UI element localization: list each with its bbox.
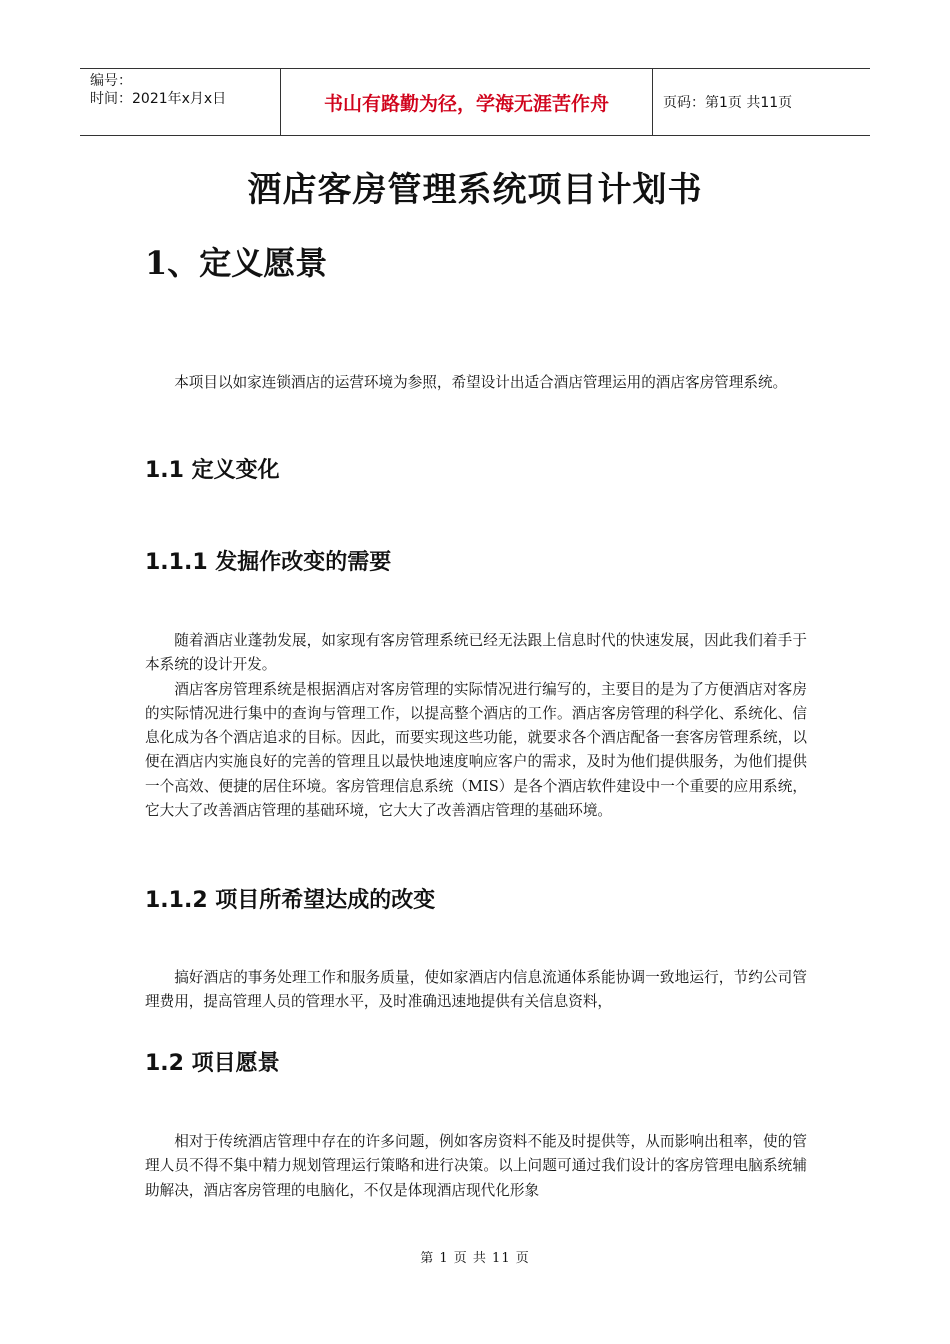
section-1-2-body (145, 1130, 807, 1203)
section-1-1-2-heading: 1.1.2 项目所希望达成的改变 (145, 888, 436, 913)
paragraph: 搞好酒店的事务处理工作和服务质量，使如家酒店内信息流通体系能协调一致地运行，节约公司管理费用，提高管理人员的管理水平，及时准确迅速地提供有关信息资料， (145, 969, 807, 1011)
header-motto: 书山有路勤为径，学海无涯苦作舟 (281, 69, 653, 135)
header-page-info: 页码：第1页 共11页 (663, 95, 793, 111)
header-time-label: 时间：2021年x月x日 (90, 91, 227, 107)
header-table (80, 68, 870, 136)
section-1-1-1-heading: 1.1.1 发掘作改变的需要 (145, 550, 392, 575)
header-number-label: 编号： (90, 73, 132, 89)
section-1-body (145, 371, 807, 395)
paragraph: 本项目以如家连锁酒店的运营环境为参照，希望设计出适合酒店管理运用的酒店客房管理系统。 (174, 374, 788, 391)
section-1-1-heading: 1.1 定义变化 (145, 458, 280, 483)
section-1-2-heading: 1.2 项目愿景 (145, 1051, 280, 1076)
paragraph: 相对于传统酒店管理中存在的许多问题，例如客房资料不能及时提供等，从而影响出租率，使的管理人员不得不集中精力规划管理运行策略和进行决策。以上问题可通过我们设计的客房管理电脑系统辅助解决，酒店客房管理的电脑化，不仅是体现酒店现代化形象 (145, 1133, 807, 1199)
document-title: 酒店客房管理系统项目计划书 (247, 170, 703, 210)
section-1-1-1-body (145, 629, 807, 823)
header-meta-cell (80, 69, 281, 135)
paragraph: 酒店客房管理系统是根据酒店对客房管理的实际情况进行编写的，主要目的是为了方便酒店对客房的实际情况进行集中的查询与管理工作，以提高整个酒店的工作。酒店客房管理的科学化、系统化、信息化成为各个酒店追求的目标。因此，而要实现这些功能，就要求各个酒店配备一套客房管理系统，以便在酒店内实施良好的完善的管理且以最快地速度响应客户的需求，及时为他们提供服务，为他们提供一个高效、便捷的居住环境。客房管理信息系统（MIS）是各个酒店软件建设中一个重要的应用系统，它大大了改善酒店管理的基础环境，它大大了改善酒店管理的基础环境。 (145, 680, 807, 820)
section-1-heading: 1、定义愿景 (145, 244, 328, 282)
page-footer: 第 1 页 共 11 页 (420, 1251, 530, 1266)
section-1-1-2-body (145, 966, 807, 1015)
paragraph: 随着酒店业蓬勃发展，如家现有客房管理系统已经无法跟上信息时代的快速发展，因此我们着手于本系统的设计开发。 (145, 632, 807, 674)
